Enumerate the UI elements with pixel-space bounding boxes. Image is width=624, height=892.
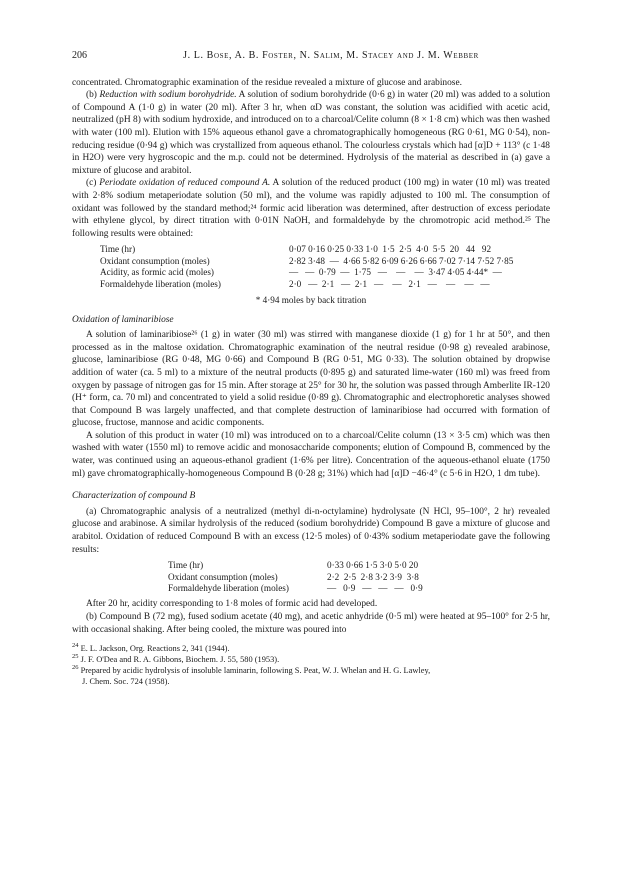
table-footnote: * 4·94 moles by back titration bbox=[255, 294, 367, 305]
row-label: Formaldehyde liberation (moles) bbox=[168, 583, 289, 594]
paragraph-periodate: (c) Periodate oxidation of reduced compound A. A solution of the reduced product (100 mg) in water (10 ml) was treated with 2·8% sodium metaperiodate solution (50 ml), and the volume was rapidly adjusted to 100 ml. The consumption of oxidant was followed by the standard method;²⁴ formic acid liberation was determined, after destruction of excess periodate with ethylene glycol, by direct titration with 0·01N NaOH, and formaldehyde by the chromotropic acid method.²⁵ The following results were obtained: bbox=[72, 178, 550, 239]
paragraph-laminaribiose-2: A solution of this product in water (10 ml) was introduced on to a charcoal/Celite column (13 × 3·5 cm) which was then washed with water (1550 ml) to remove acidic and monosaccharide components; elution of Compound B, commenced by the water, was continued using an aqueous-ethanol gradient (1·6% per litre). Concentration of the aqueous-ethanol eluate (1750 ml) gave chromatographically-homogeneous Compound B (0·28 g; 31%) which had [α]D −46·4° (c 5·6 in H2O, 1 dm tube). bbox=[72, 430, 550, 479]
table-row bbox=[168, 572, 426, 583]
footnote-text: Prepared by acidic hydrolysis of insoluble laminarin, following S. Peat, W. J. Whelan and H. G. Lawley, bbox=[78, 665, 431, 675]
paragraph-reduction-heading: Reduction with sodium borohydride. bbox=[99, 90, 237, 101]
footnote bbox=[72, 644, 550, 655]
row-values: 2·82 3·48 — 4·66 5·82 6·09 6·26 6·66 7·02 7·14 7·52 7·85 bbox=[289, 255, 514, 266]
footnote-text: J. F. O'Dea and R. A. Gibbons, Biochem. J. 55, 580 (1953). bbox=[78, 655, 280, 665]
journal-page bbox=[72, 50, 550, 687]
results-table-2 bbox=[168, 560, 426, 594]
row-values: 0·33 0·66 1·5 3·0 5·0 20 bbox=[327, 560, 419, 571]
row-values: 0·07 0·16 0·25 0·33 1·0 1·5 2·5 4·0 5·5 20 44 92 bbox=[289, 244, 492, 255]
paragraph-acetylation: (b) Compound B (72 mg), fused sodium acetate (40 mg), and acetic anhydride (0·5 ml) were heated at 95–100° for 2·5 hr, with occasional shaking. After being cooled, the mixture was poured into bbox=[72, 612, 550, 635]
paragraph-acidity: After 20 hr, acidity corresponding to 1·8 moles of formic acid had developed. bbox=[86, 599, 378, 610]
footnotes bbox=[72, 644, 550, 687]
row-label: Acidity, as formic acid (moles) bbox=[100, 267, 214, 278]
paragraph-reduction-text: A solution of sodium borohydride (0·6 g) in water (20 ml) was added to a solution of Compound A (1·0 g) in water (20 ml). After 3 hr, when αD was constant, the solution was acidified with acetic acid, neutralized (pH 8) with sodium hydroxide, and introduced on to a charcoal/Celite column (8 × 1·8 cm) which was then washed with water (100 ml). Elution with 15% aqueous ethanol gave a chromatographically homogeneous (RG 0·61, MG 0·54), non-reducing residue (0·94 g) which was crystallized from aqueous ethanol. The colourless crystals which had [α]D + 113° (c 1·48 in H2O) were very hygroscopic and the m.p. could not be determined. Hydrolysis of the material as described in (a) gave a mixture of glucose and arabitol. bbox=[72, 90, 551, 176]
footnote-marker: 25 bbox=[72, 653, 79, 661]
paragraph-periodate-text: A solution of the reduced product (100 mg) in water (10 ml) was treated with 2·8% sodium metaperiodate solution (50 ml), and the volume was rapidly adjusted to 100 ml. The consumption of oxidant was followed by the standard method;²⁴ formic acid liberation was determined, after destruction of excess periodate with ethylene glycol, by direct titration with 0·01N NaOH, and formaldehyde by the chromotropic acid method.²⁵ The following results were obtained: bbox=[72, 178, 550, 239]
row-values: — 0·9 — — — 0·9 bbox=[327, 583, 423, 594]
row-label: Oxidant consumption (moles) bbox=[168, 571, 278, 582]
table-row bbox=[100, 267, 516, 278]
row-values: 2·0 — 2·1 — 2·1 — — 2·1 — — — — bbox=[289, 278, 490, 289]
table-row bbox=[168, 583, 426, 594]
table-row bbox=[100, 279, 516, 290]
paragraph-laminaribiose-1: A solution of laminaribiose²⁶ (1 g) in water (30 ml) was stirred with manganese dioxide (1 g) for 1 hr at 50°, and then processed as in the maltose oxidation. Chromatographic examination of the neutral residue (0·98 g) revealed arabinose, glucose, laminaribiose (RG 0·48, MG 0·66) and Compound B (RG 0·51, MG 0·33). The solution obtained by dropwise addition of water (ca. 5 ml) to a mixture of the neutral products (0·895 g) and saturated lime-water (160 ml) was freed from oxygen by passage of nitrogen gas for 15 min. After storage at 25° for 30 hr, the solution was passed through Amberlite IR-120 (H⁺ form, ca. 70 ml) and concentrated to yield a solid residue (0·89 g). Chromatographic and electrophoretic analyses showed that Compound B was largely unaffected, and that complete destruction of laminaribiose had occurred with formation of glucose, fructose, mannose and acidic components. bbox=[72, 330, 550, 429]
results-table-1 bbox=[100, 244, 516, 290]
row-label: Formaldehyde liberation (moles) bbox=[100, 278, 221, 289]
row-values: 2·2 2·5 2·8 3·2 3·9 3·8 bbox=[327, 571, 419, 582]
section-heading-laminaribiose: Oxidation of laminaribiose bbox=[72, 314, 174, 325]
row-label: Time (hr) bbox=[100, 244, 136, 255]
page-number: 206 bbox=[72, 50, 87, 61]
footnote-text: E. L. Jackson, Org. Reactions 2, 341 (1944). bbox=[78, 644, 230, 654]
row-label: Oxidant consumption (moles) bbox=[100, 255, 210, 266]
paragraph-periodate-heading: Periodate oxidation of reduced compound A. bbox=[99, 178, 271, 189]
row-values: — — 0·79 — 1·75 — — — 3·47 4·05 4·44* — bbox=[289, 267, 502, 278]
footnote bbox=[72, 663, 550, 677]
running-header bbox=[72, 50, 550, 63]
table-row bbox=[100, 244, 516, 255]
footnote-marker: 26 bbox=[72, 663, 79, 671]
table-row bbox=[168, 560, 426, 571]
section-heading-characterization: Characterization of compound B bbox=[72, 491, 196, 502]
row-label: Time (hr) bbox=[168, 560, 204, 571]
author-line: J. L. Bose, A. B. Foster, N. Salim, M. Stacey and J. M. Webber bbox=[183, 50, 479, 61]
paragraph-intro: concentrated. Chromatographic examination of the residue revealed a mixture of glucose and arabinose. bbox=[72, 77, 462, 88]
footnote bbox=[72, 655, 550, 666]
table-row bbox=[100, 256, 516, 267]
footnote-continuation: J. Chem. Soc. 724 (1958). bbox=[82, 676, 170, 686]
paragraph-reduction: (b) Reduction with sodium borohydride. A solution of sodium borohydride (0·6 g) in water (20 ml) was added to a solution of Compound A (1·0 g) in water (20 ml). After 3 hr, when αD was constant, the solution was acidified with acetic acid, neutralized (pH 8) with sodium hydroxide, and introduced on to a charcoal/Celite column (8 × 1·8 cm) which was then washed with water (100 ml). Elution with 15% aqueous ethanol gave a chromatographically homogeneous (RG 0·61, MG 0·54), non-reducing residue (0·94 g) which was crystallized from aqueous ethanol. The colourless crystals which had [α]D + 113° (c 1·48 in H2O) were very hygroscopic and the m.p. could not be determined. Hydrolysis of the material as described in (a) gave a mixture of glucose and arabitol. bbox=[72, 90, 551, 176]
paragraph-characterization: (a) Chromatographic analysis of a neutralized (methyl di-n-octylamine) hydrolysate (N HCl, 95–100°, 2 hr) revealed glucose and arabinose. A similar hydrolysis of the reduced (sodium borohydride) Compound B gave a mixture of glucose and arabitol. Oxidation of reduced Compound B with an excess (12·5 moles) of 0·43% sodium metaperiodate gave the following results: bbox=[72, 506, 550, 555]
footnote-marker: 24 bbox=[72, 642, 79, 650]
